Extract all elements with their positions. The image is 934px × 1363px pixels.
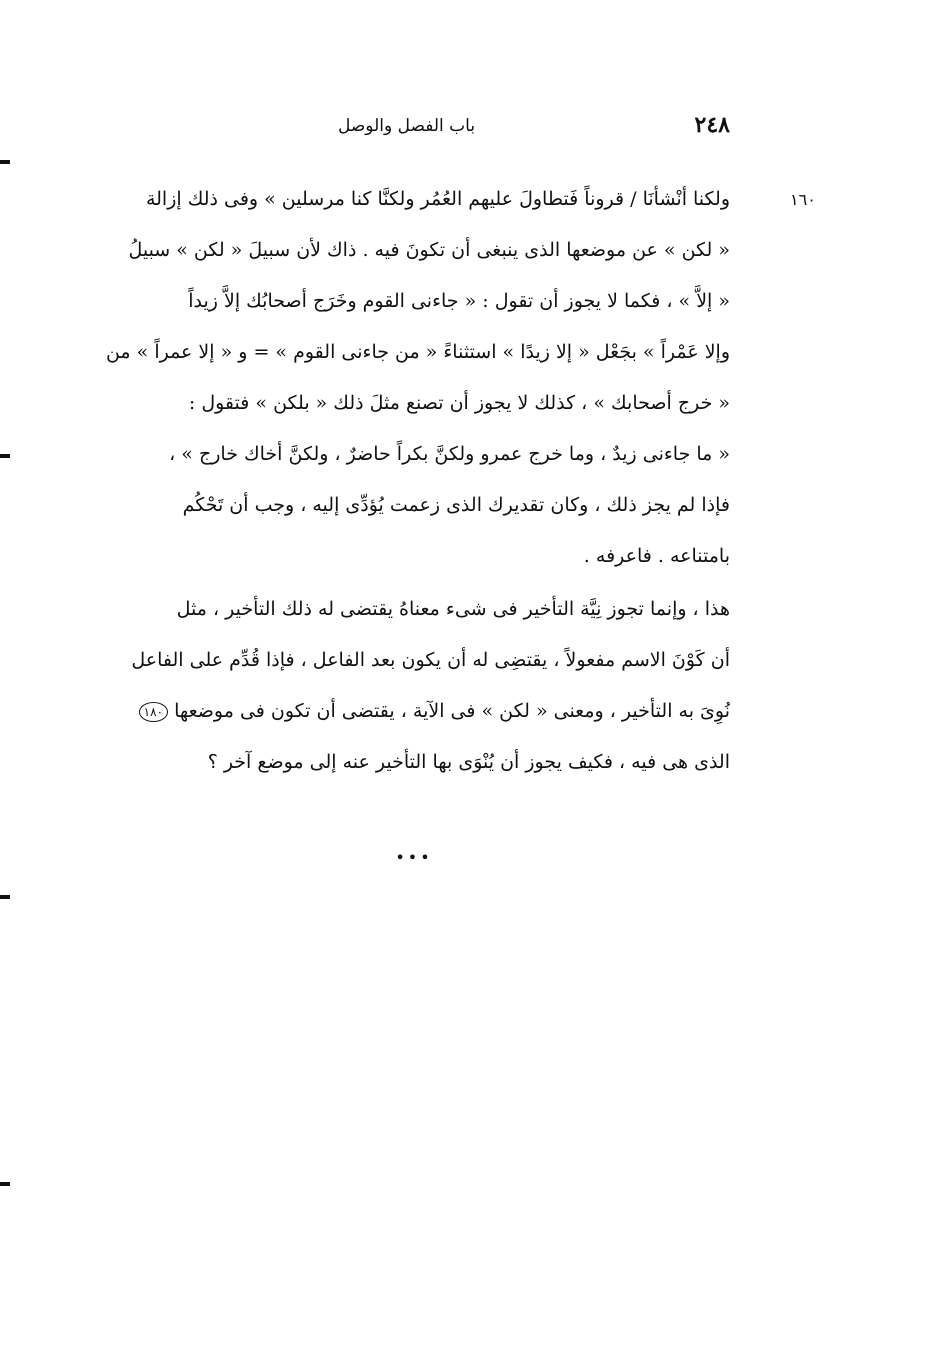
paragraph-1 [100,174,730,582]
scan-edge-mark [0,1182,10,1186]
text-line-with-ref [100,686,730,737]
text-line: فإذا لم يجز ذلك ، وكان تقديرك الذى زعمت يُؤدِّى إليه ، وجب أن تَحْكُم [182,494,730,516]
text-line: الذى هى فيه ، فكيف يجوز أن يُنْوَى بها التأخير عنه إلى موضع آخر ؟ [207,751,730,773]
paragraph-2 [100,584,730,788]
section-end-mark: ••• [395,848,433,867]
scan-edge-mark [0,895,10,899]
running-head [300,112,730,146]
text-line: وإلا عَمْراً » بجَعْل « إلا زيدًا » استثناءً « من جاءنى القوم » = و « إلا عمراً » من [105,341,730,363]
chapter-title: باب الفصل والوصل [338,116,476,136]
text-line: « إلاَّ » ، فكما لا يجوز أن تقول : « جاءنى القوم وخَرَج أصحابُك إلاَّ زيداً [188,290,730,312]
text-line: « ما جاءنى زيدٌ ، وما خرج عمرو ولكنَّ بكراً حاضرٌ ، ولكنَّ أخاك خارج » ، [169,443,730,465]
text-line: أن كَوْنَ الاسم مفعولاً ، يقتضِى له أن يكون بعد الفاعل ، فإذا قُدِّم على الفاعل [131,649,730,671]
page-number: ٢٤٨ [694,112,730,138]
text-line: بامتناعه . فاعرفه . [583,545,730,567]
text-line: هذا ، وإنما تجوز نِيَّة التأخير فى شىء معناهُ يقتضى له ذلك التأخير ، مثل [176,598,730,620]
text-line: ولكنا أنْشأنَا / قروناً فَتطاولَ عليهم العُمُر ولكنَّا كنا مرسلين » وفى ذلك إزالة [145,188,730,210]
text-line: « لكن » عن موضعها الذى ينبغى أن تكونَ فيه . ذاك لأن سبيلَ « لكن » سبيلُ [128,239,730,261]
scan-edge-mark [0,454,10,458]
text-line: نُوِىَ به التأخير ، ومعنى « لكن » فى الآية ، يقتضى أن تكون فى موضعها [174,700,730,722]
footnote-ref-circle: ١٨٠ [139,702,168,722]
text-line: « خرج أصحابك » ، كذلك لا يجوز أن تصنع مثلَ ذلك « بلكن » فتقول : [188,392,730,414]
scan-edge-mark [0,160,10,164]
margin-line-number: ١٦٠ [790,190,816,209]
